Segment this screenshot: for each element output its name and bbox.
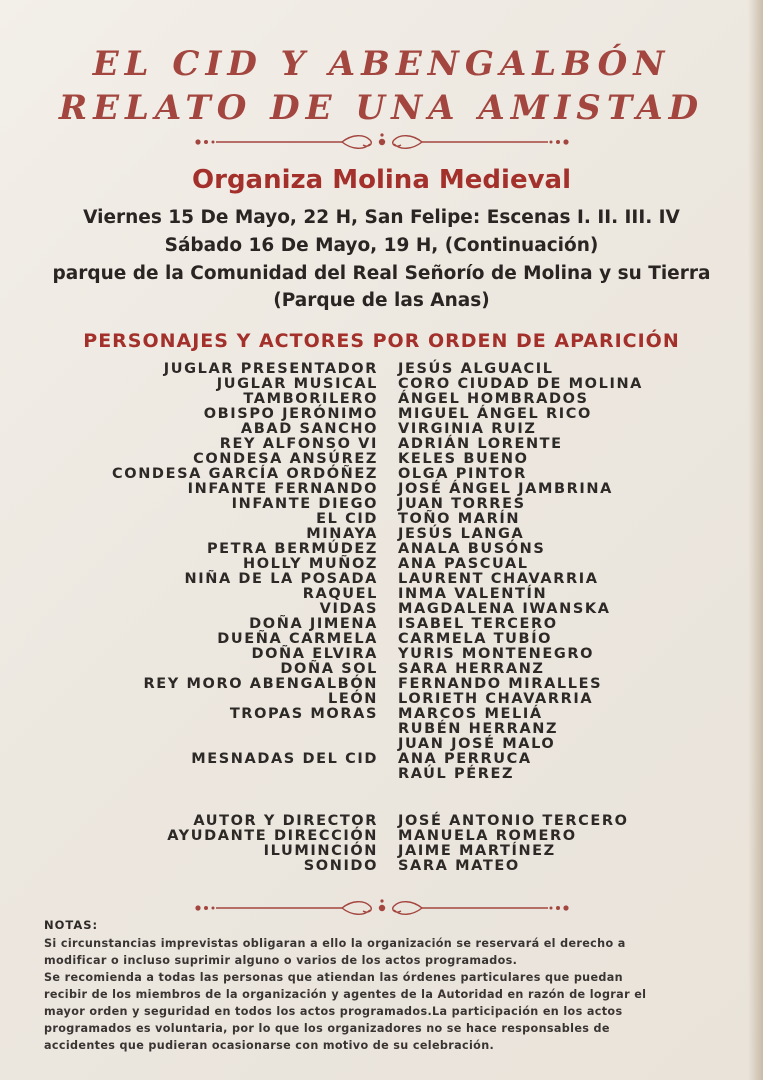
cast-row [0, 542, 763, 557]
title-line-2: RELATO DE UNA AMISTAD [58, 88, 705, 128]
cast-row [0, 557, 763, 572]
cast-row [0, 482, 763, 497]
cast-row [0, 377, 763, 392]
cast-role: TAMBORILERO [243, 391, 378, 407]
crew-row [0, 829, 763, 844]
cast-role: RAQUEL [302, 586, 378, 602]
cast-row [0, 422, 763, 437]
cast-actor: LORIETH CHAVARRIA [398, 691, 594, 707]
cast-row [0, 467, 763, 482]
cast-row [0, 572, 763, 587]
cast-row [0, 362, 763, 377]
crew-role: AYUDANTE DIRECCIÓN [167, 828, 378, 844]
cast-role: HOLLY MUÑOZ [242, 556, 378, 572]
cast-actor: MARCOS MELIÁ [398, 706, 543, 722]
notes-line: recibir de los miembros de la organización y agentes de la Autoridad en razón de lograr el [44, 988, 647, 1001]
cast-actor: ANA PERRUCA [398, 751, 532, 767]
cast-actor: OLGA PINTOR [398, 466, 527, 482]
venue-subline: (Parque de las Anas) [273, 290, 490, 311]
cast-actor: KELES BUENO [398, 451, 529, 467]
cast-row [0, 767, 763, 782]
cast-row [0, 602, 763, 617]
cast-actor: SARA HERRANZ [398, 661, 545, 677]
cast-role: INFANTE DIEGO [231, 496, 378, 512]
crew-actor: JAIME MARTÍNEZ [398, 843, 556, 859]
cast-role: JUGLAR MUSICAL [216, 376, 378, 392]
cast-row [0, 617, 763, 632]
cast-row [0, 512, 763, 527]
cast-role: VIDAS [319, 601, 378, 617]
crew-actor: MANUELA ROMERO [398, 828, 577, 844]
cast-row [0, 737, 763, 752]
cast-actor: JESÚS LANGA [398, 526, 525, 542]
notes-line: accidentes que pudieran ocasionarse con motivo de su celebración. [44, 1039, 495, 1052]
cast-actor: LAURENT CHAVARRIA [398, 571, 599, 587]
crew-actor: JOSÉ ANTONIO TERCERO [398, 813, 629, 829]
cast-actor: JUAN JOSÉ MALO [398, 736, 556, 752]
cast-actor: CARMELA TUBÍO [398, 631, 553, 647]
cast-row [0, 587, 763, 602]
cast-role: CONDESA GARCÍA ORDÓÑEZ [112, 466, 378, 482]
cast-actor: JUAN TORRES [398, 496, 526, 512]
cast-role: REY MORO ABENGALBÓN [143, 676, 378, 692]
cast-role: REY ALFONSO VI [219, 436, 378, 452]
cast-role: PETRA BERMÚDEZ [206, 541, 378, 557]
cast-row [0, 722, 763, 737]
cast-role: ABAD SANCHO [240, 421, 378, 437]
cast-role: OBISPO JERÓNIMO [203, 406, 378, 422]
cast-row [0, 407, 763, 422]
cast-actor: TOÑO MARÍN [398, 511, 521, 527]
cast-row [0, 662, 763, 677]
cast-actor: ISABEL TERCERO [398, 616, 558, 632]
notes-line: modificar o incluso suprimir alguno o varios de los actos programados. [44, 954, 518, 967]
crew-role: SONIDO [303, 858, 378, 874]
cast-actor: MIGUEL ÁNGEL RICO [398, 406, 592, 422]
cast-role: EL CID [316, 511, 378, 527]
notes-section [44, 918, 744, 1054]
cast-actor: YURIS MONTENEGRO [398, 646, 595, 662]
cast-role: JUGLAR PRESENTADOR [163, 361, 378, 377]
cast-role: DOÑA JIMENA [249, 616, 378, 632]
crew-role: AUTOR Y DIRECTOR [193, 813, 378, 829]
crew-row [0, 844, 763, 859]
notes-line: Se recomienda a todas las personas que atiendan las órdenes particulares que puedan [44, 971, 623, 984]
notes-line: programados es voluntaria, por lo que los organizadores no se hace responsables de [44, 1022, 610, 1035]
cast-role: CONDESA ANSÚREZ [193, 451, 378, 467]
organizer-heading: Organiza Molina Medieval [192, 165, 571, 195]
flourish-divider-icon [192, 131, 572, 153]
cast-actor: JOSÉ ÁNGEL JAMBRINA [398, 481, 613, 497]
cast-actor: ANA PASCUAL [398, 556, 529, 572]
cast-row [0, 392, 763, 407]
cast-row [0, 527, 763, 542]
cast-actor: MAGDALENA IWANSKA [398, 601, 611, 617]
cast-actor: RAÚL PÉREZ [398, 766, 515, 782]
cast-role: DUEÑA CARMELA [217, 631, 378, 647]
crew-row [0, 859, 763, 874]
title-line-1: EL CID Y ABENGALBÓN [92, 44, 671, 84]
crew-role: ILUMINCIÓN [263, 843, 378, 859]
cast-row [0, 707, 763, 722]
cast-row [0, 437, 763, 452]
cast-actor: JESÚS ALGUACIL [398, 361, 554, 377]
cast-role: MESNADAS DEL CID [191, 751, 378, 767]
cast-row [0, 692, 763, 707]
cast-actor: CORO CIUDAD DE MOLINA [398, 376, 643, 392]
cast-row [0, 452, 763, 467]
cast-actor: ANALA BUSÓNS [398, 541, 546, 557]
cast-role: DOÑA SOL [280, 661, 378, 677]
cast-role: DOÑA ELVIRA [251, 646, 378, 662]
cast-heading: PERSONAJES Y ACTORES POR ORDEN DE APARICIÓN [83, 330, 680, 352]
cast-actor: VIRGINIA RUIZ [398, 421, 537, 437]
venue-line: parque de la Comunidad del Real Señorío de Molina y su Tierra [52, 263, 711, 284]
cast-actor: ADRIÁN LORENTE [398, 436, 563, 452]
notes-text [44, 935, 744, 1054]
cast-row [0, 647, 763, 662]
cast-role: TROPAS MORAS [229, 706, 378, 722]
cast-actor: FERNANDO MIRALLES [398, 676, 603, 692]
notes-label: NOTAS: [44, 918, 99, 932]
crew-row [0, 814, 763, 829]
cast-actor: ÁNGEL HOMBRADOS [398, 391, 589, 407]
schedule-saturday: Sábado 16 De Mayo, 19 H, (Continuación) [164, 235, 599, 256]
cast-actor: INMA VALENTÍN [398, 586, 548, 602]
cast-role: NIÑA DE LA POSADA [184, 571, 378, 587]
flourish-divider-icon [192, 897, 572, 919]
cast-row [0, 497, 763, 512]
cast-row [0, 632, 763, 647]
cast-role: INFANTE FERNANDO [187, 481, 378, 497]
crew-actor: SARA MATEO [398, 858, 520, 874]
cast-role: LEÓN [327, 691, 378, 707]
cast-actor: RUBÉN HERRANZ [398, 721, 559, 737]
schedule-friday: Viernes 15 De Mayo, 22 H, San Felipe: Escenas I. II. III. IV [83, 207, 680, 228]
notes-line: mayor orden y seguridad en todos los actos programados.La participación en los actos [44, 1005, 623, 1018]
cast-row [0, 752, 763, 767]
notes-line: Si circunstancias imprevistas obligaran a ello la organización se reservará el derecho a [44, 937, 626, 950]
cast-role: MINAYA [306, 526, 378, 542]
cast-row [0, 677, 763, 692]
